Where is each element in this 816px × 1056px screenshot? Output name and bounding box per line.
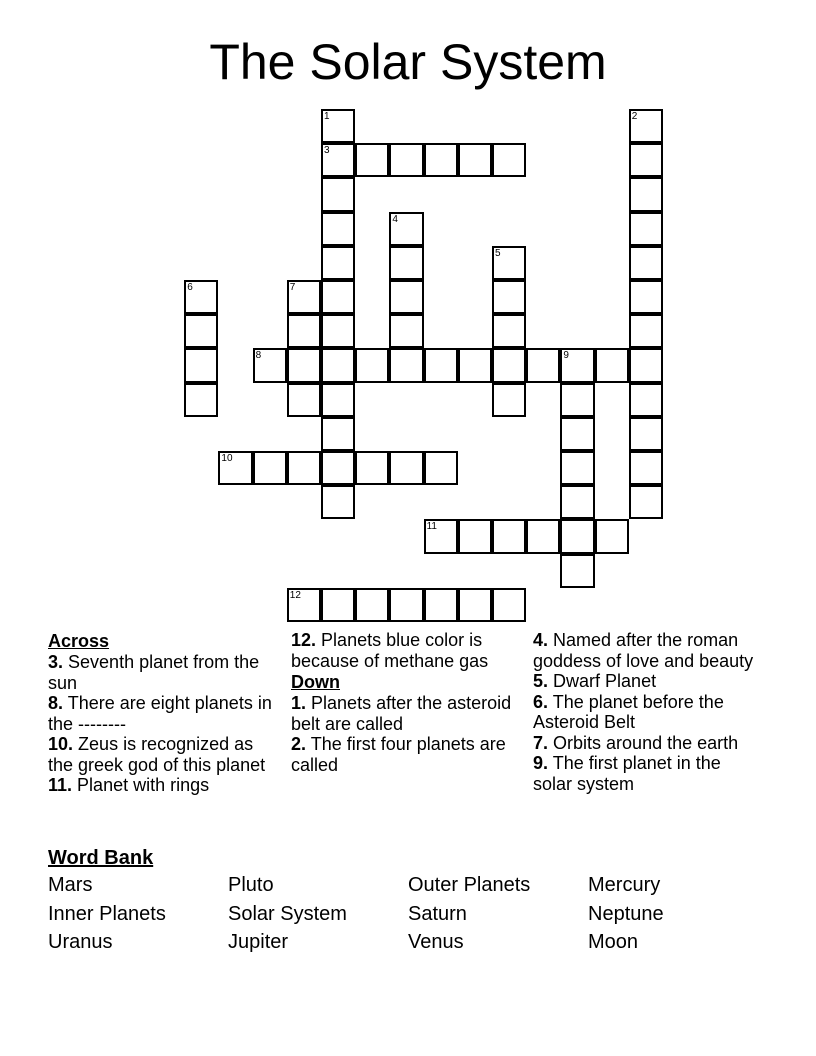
crossword-cell[interactable] [321,383,355,417]
crossword-cell[interactable] [629,246,663,280]
crossword-cell[interactable] [629,451,663,485]
clue-number-label: 1 [324,111,330,122]
word-bank-item: Uranus [48,931,113,953]
crossword-cell[interactable] [321,109,355,143]
clue-number-label: 12 [289,589,301,601]
word-bank-item: Venus [408,931,464,953]
crossword-cell[interactable] [389,246,423,280]
crossword-cell[interactable] [492,348,526,382]
clue-text: Planets blue color is because of methane gas [291,630,489,671]
crossword-cell[interactable] [492,280,526,314]
crossword-cell[interactable] [321,246,355,280]
word-bank-item: Solar System [228,902,347,925]
crossword-cell[interactable] [629,417,663,451]
clue-text: Orbits around the earth [553,732,739,753]
crossword-cell[interactable] [184,383,218,417]
clue-number-label: 7 [289,282,296,293]
crossword-cell[interactable] [321,280,355,314]
crossword-cell[interactable] [389,212,423,246]
crossword-cell[interactable] [492,143,526,177]
clue-number-label: 5 [495,247,501,259]
crossword-cell[interactable] [424,588,458,622]
crossword-cell[interactable] [184,348,218,382]
clue-number-label: 4 [392,213,398,225]
crossword-cell[interactable] [321,177,355,211]
word-bank-title: Word Bank [48,847,154,869]
crossword-cell[interactable] [355,451,389,485]
crossword-cell[interactable] [355,348,389,382]
clues-column-3 [533,630,758,794]
crossword-cell[interactable] [321,417,355,451]
crossword-cell[interactable] [424,451,458,485]
crossword-cell[interactable] [321,348,355,382]
clue-number: 5. [533,671,549,691]
word-bank-item: Saturn [408,902,467,925]
crossword-cell[interactable] [458,143,492,177]
clue-down-4 [533,630,758,671]
crossword-cell[interactable] [287,383,321,417]
word-bank-item: Neptune [588,902,664,925]
down-heading: Down [291,672,340,692]
crossword-cell[interactable] [526,348,560,382]
crossword-cell[interactable] [492,519,526,553]
crossword-cell[interactable] [253,451,287,485]
clue-number-label: 8 [255,350,262,362]
clue-down-2 [291,734,521,775]
clue-text: There are eight planets in the -------- [48,693,272,734]
clue-text: Planets after the asteroid belt are called [291,693,512,734]
crossword-cell[interactable] [492,314,526,348]
crossword-cell[interactable] [355,143,389,177]
crossword-cell[interactable] [560,485,594,519]
crossword-cell[interactable] [492,246,526,280]
clue-across-11 [48,775,273,796]
clue-number-label: 3 [324,145,330,157]
clue-number: 7. [533,732,549,753]
clue-down-5 [533,671,758,692]
crossword-cell[interactable] [321,314,355,348]
crossword-cell[interactable] [218,451,252,485]
clue-number: 6. [533,691,549,712]
crossword-cell[interactable] [629,348,663,382]
crossword-cell[interactable] [184,314,218,348]
clue-number: 12. [291,630,317,650]
clue-text: The first planet in the solar system [533,753,721,794]
crossword-cell[interactable] [424,519,458,553]
crossword-cell[interactable] [424,143,458,177]
crossword-cell[interactable] [389,314,423,348]
crossword-cell[interactable] [424,348,458,382]
clue-number: 10. [48,734,74,754]
crossword-cell[interactable] [560,417,594,451]
clue-number-label: 6 [187,282,193,293]
crossword-cell[interactable] [184,280,218,314]
crossword-cell[interactable] [526,519,560,553]
clue-down-7 [533,733,758,754]
word-bank-item: Jupiter [228,931,289,953]
crossword-cell[interactable] [321,588,355,622]
word-bank-item: Mars [48,874,93,896]
clue-number: 3. [48,652,64,672]
clue-number-label: 2 [631,111,638,122]
crossword-cell[interactable] [629,212,663,246]
clue-across-10 [48,734,273,775]
crossword-cell[interactable] [389,280,423,314]
crossword-cell[interactable] [287,588,321,622]
crossword-cell[interactable] [389,143,423,177]
crossword-cell[interactable] [287,280,321,314]
crossword-cell[interactable] [560,383,594,417]
word-bank-item: Moon [588,931,639,953]
clue-number: 8. [48,693,64,713]
word-bank-item: Mercury [588,874,661,896]
crossword-cell[interactable] [389,451,423,485]
crossword-cell[interactable] [560,348,594,382]
clue-text: Dwarf Planet [553,671,657,691]
crossword-cell[interactable] [629,383,663,417]
word-bank [48,873,768,956]
crossword-cell[interactable] [321,212,355,246]
crossword-cell[interactable] [560,554,594,588]
clue-number-label: 10 [221,453,233,464]
clue-number: 9. [533,753,549,773]
crossword-cell[interactable] [629,109,663,143]
clue-number: 11. [48,775,73,795]
crossword-cell[interactable] [355,588,389,622]
word-bank-item: Outer Planets [408,874,531,896]
across-heading: Across [48,631,110,651]
page-title: The Solar System [209,34,607,90]
crossword-cell[interactable] [389,588,423,622]
clue-across-3 [48,652,273,693]
clue-number-label: 11 [426,521,437,533]
crossword-cell[interactable] [287,348,321,382]
crossword-cell[interactable] [287,314,321,348]
clue-across-12 [291,630,521,671]
clue-text: The planet before the Asteroid Belt [533,691,724,732]
crossword-cell[interactable] [560,519,594,553]
crossword-cell[interactable] [458,588,492,622]
word-bank-item: Pluto [228,874,274,896]
crossword-cell[interactable] [321,485,355,519]
clue-down-6 [533,692,758,733]
clue-number: 2. [291,734,307,754]
crossword-cell[interactable] [458,519,492,553]
crossword-cell[interactable] [595,348,629,382]
clues-column-1 [48,630,273,796]
crossword-cell[interactable] [560,451,594,485]
clue-text: Zeus is recognized as the greek god of this planet [48,734,266,775]
crossword-cell[interactable] [253,348,287,382]
clue-down-1 [291,693,521,734]
clue-down-9 [533,753,758,794]
crossword-cell[interactable] [629,485,663,519]
crossword-cell[interactable] [492,383,526,417]
clue-text: The first four planets are called [291,734,506,775]
crossword-cell[interactable] [321,451,355,485]
crossword-cell[interactable] [629,143,663,177]
clue-text: Named after the roman goddess of love and beauty [533,630,754,671]
crossword-cell[interactable] [389,348,423,382]
crossword-cell[interactable] [492,588,526,622]
clue-number-label: 9 [563,350,569,362]
clue-text: Seventh planet from the sun [48,652,260,693]
clue-number: 1. [291,693,307,713]
clue-across-8 [48,693,273,734]
clue-number: 4. [533,630,549,650]
crossword-cell[interactable] [287,451,321,485]
crossword-cell[interactable] [321,143,355,177]
clues-column-2 [291,630,521,775]
crossword-cell[interactable] [458,348,492,382]
crossword-cell[interactable] [629,280,663,314]
crossword-cell[interactable] [629,177,663,211]
crossword-cell[interactable] [629,314,663,348]
crossword-cell[interactable] [595,519,629,553]
word-bank-item: Inner Planets [48,902,166,925]
clue-text: Planet with rings [77,775,210,795]
